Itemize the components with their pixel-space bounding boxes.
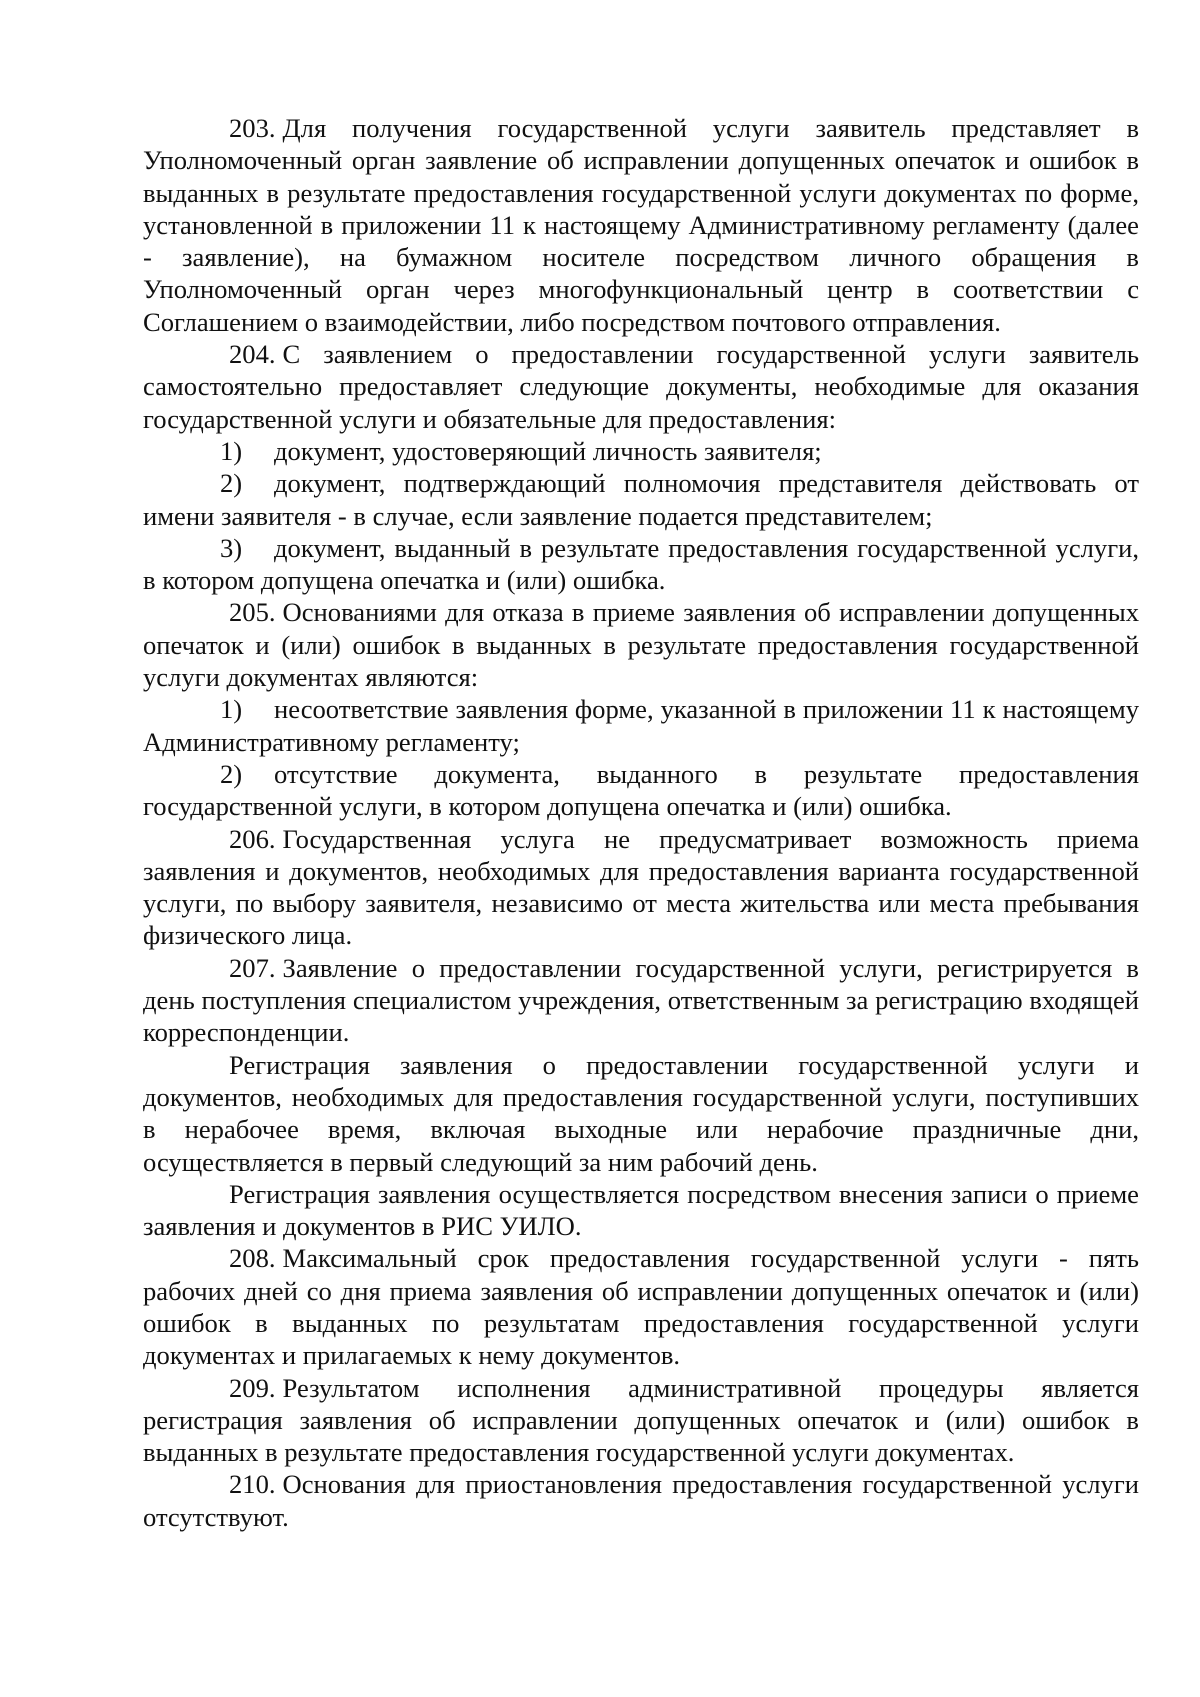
paragraph-207-registration — [143, 1049, 1139, 1178]
document-page — [143, 112, 1139, 1533]
paragraph-209 — [143, 1372, 1139, 1469]
list-item-text: документ, выданный в результате предоставления государственной услуги, в котором допущена опечатка и (или) ошибка. — [143, 532, 1139, 596]
list-item — [143, 467, 1139, 532]
paragraph-210 — [143, 1468, 1139, 1533]
list-item-text: документ, удостоверяющий личность заявителя; — [274, 435, 822, 466]
paragraph-text: Результатом исполнения административной процедуры является регистрация заявления об исправлении допущенных опечаток и (или) ошибок в выданных в результате предоставления государственной услуги документах. — [143, 1372, 1139, 1468]
list-item-number: 2) — [220, 758, 243, 789]
paragraph-number: 209. — [229, 1372, 276, 1403]
paragraph-number: 206. — [229, 823, 276, 854]
paragraph-text: Государственная услуга не предусматривает возможность приема заявления и документов, необходимых для предоставления варианта государственной услуги, по выбору заявителя, независимо от места жительства или места пребывания физического лица. — [143, 823, 1139, 951]
paragraph-208 — [143, 1242, 1139, 1371]
list-item-number: 3) — [220, 532, 243, 563]
list-item-text: несоответствие заявления форме, указанной в приложении 11 к настоящему Административному регламенту; — [143, 694, 1139, 757]
list-item-number: 1) — [220, 694, 243, 725]
paragraph-text: Основания для приостановления предоставления государственной услуги отсутствуют. — [143, 1469, 1139, 1532]
paragraph-text: Максимальный срок предоставления государственной услуги - пять рабочих дней со дня приема заявления об исправлении допущенных опечаток и (или) ошибок в выданных по результатам предоставления государственной услуги документах и прилагаемых к нему документов. — [143, 1243, 1139, 1371]
paragraph-number: 210. — [229, 1469, 276, 1500]
paragraph-number: 208. — [229, 1243, 276, 1274]
paragraph-number: 203. — [229, 113, 276, 143]
paragraph-text: Основаниями для отказа в приеме заявления об исправлении допущенных опечаток и (или) ошибок в выданных в результате предоставления государственной услуги документах являются: — [143, 597, 1139, 693]
list-item — [143, 693, 1139, 758]
list-item — [143, 435, 1139, 467]
paragraph-text: Заявление о предоставлении государственной услуги, регистрируется в день поступления специалистом учреждения, ответственным за регистрацию входящей корреспонденции. — [143, 952, 1139, 1048]
list-item-number: 1) — [220, 435, 243, 466]
paragraph-text: Регистрация заявления о предоставлении государственной услуги и документов, необходимых для предоставления государственной услуги, поступивших в нерабочее время, включая выходные или нерабочие праздничные дни, осуществляется в первый следующий за ним рабочий день. — [143, 1049, 1139, 1177]
list-item — [143, 758, 1139, 823]
list-item — [143, 532, 1139, 597]
paragraph-207-registration-record — [143, 1178, 1139, 1243]
paragraph-203 — [143, 112, 1139, 338]
paragraph-number: 207. — [229, 952, 276, 983]
list-item-text: документ, подтверждающий полномочия представителя действовать от имени заявителя - в случае, если заявление подается представителем; — [143, 468, 1139, 531]
paragraph-204 — [143, 338, 1139, 435]
paragraph-206 — [143, 823, 1139, 952]
paragraph-text: Регистрация заявления осуществляется посредством внесения записи о приеме заявления и документов в РИС УИЛО. — [143, 1178, 1139, 1242]
paragraph-text: Для получения государственной услуги заявитель представляет в Уполномоченный орган заявление об исправлении допущенных опечаток и ошибок в выданных в результате предоставления государственной услуги документах по форме, установленной в приложении 11 к настоящему Административному регламенту (далее - заявление), на бумажном носителе посредством личного обращения в Уполномоченный орган через многофункциональный центр в соответствии с Соглашением о взаимодействии, либо посредством почтового отправления. — [143, 113, 1139, 337]
paragraph-number: 204. — [229, 339, 276, 370]
list-item-number: 2) — [220, 468, 243, 499]
paragraph-text: С заявлением о предоставлении государственной услуги заявитель самостоятельно предоставляет следующие документы, необходимые для оказания государственной услуги и обязательные для предоставления: — [143, 339, 1139, 434]
paragraph-207 — [143, 952, 1139, 1049]
list-item-text: отсутствие документа, выданного в результате предоставления государственной услуги, в котором допущена опечатка и (или) ошибка. — [143, 758, 1139, 822]
paragraph-number: 205. — [229, 597, 276, 628]
paragraph-205 — [143, 596, 1139, 693]
